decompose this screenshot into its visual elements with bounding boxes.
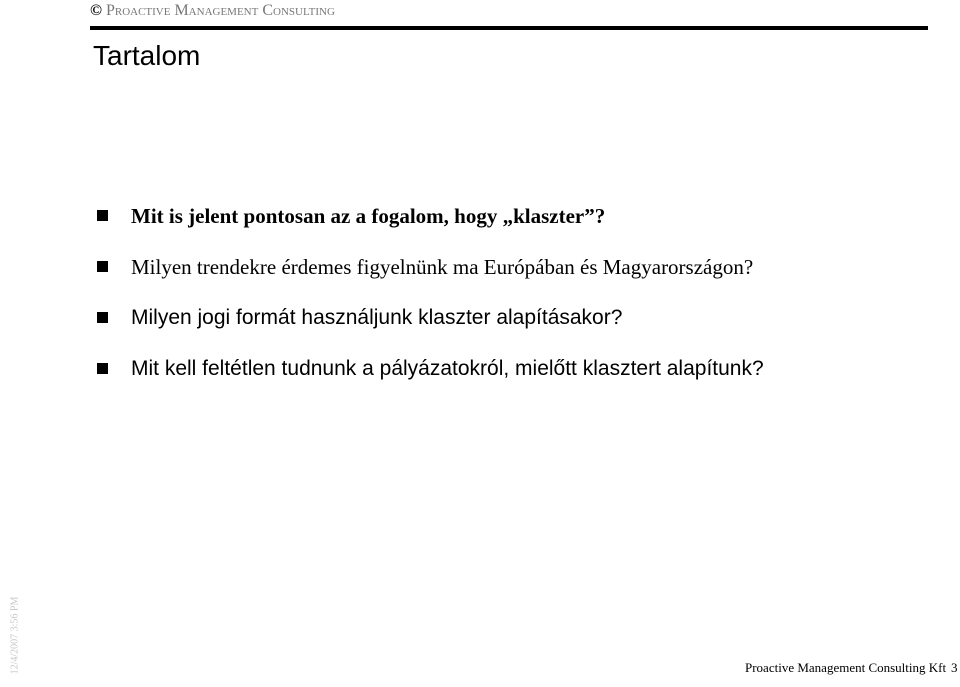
bullet-text: Mit kell feltétlen tudnunk a pályázatokról, mielőtt klasztert alapítunk? [131, 356, 764, 380]
bullet-text: Milyen jogi formát használjunk klaszter alapításakor? [131, 305, 623, 329]
bullet-item [97, 190, 764, 241]
page-number: 3 [951, 660, 958, 675]
header-rule [90, 26, 928, 30]
bullet-text: Milyen trendekre érdemes figyelnünk ma Európában és Magyarországon? [131, 254, 754, 279]
square-bullet-icon [97, 363, 108, 374]
side-date-stamp: 12/4/2007 3:56 PM [9, 596, 21, 675]
bullet-text: Mit is jelent pontosan az a fogalom, hogy „klaszter”? [131, 203, 606, 228]
footer-company: Proactive Management Consulting Kft [745, 660, 947, 675]
bullet-item [97, 292, 764, 343]
bullet-item [97, 241, 764, 292]
square-bullet-icon [97, 210, 108, 221]
bullet-item [97, 343, 764, 394]
slide-title: Tartalom [93, 40, 201, 71]
bullet-list [97, 190, 764, 394]
header [90, 0, 930, 22]
square-bullet-icon [97, 261, 108, 272]
square-bullet-icon [97, 312, 108, 323]
copyright-symbol: © [90, 2, 102, 19]
header-company: Proactive Management Consulting [105, 2, 335, 19]
